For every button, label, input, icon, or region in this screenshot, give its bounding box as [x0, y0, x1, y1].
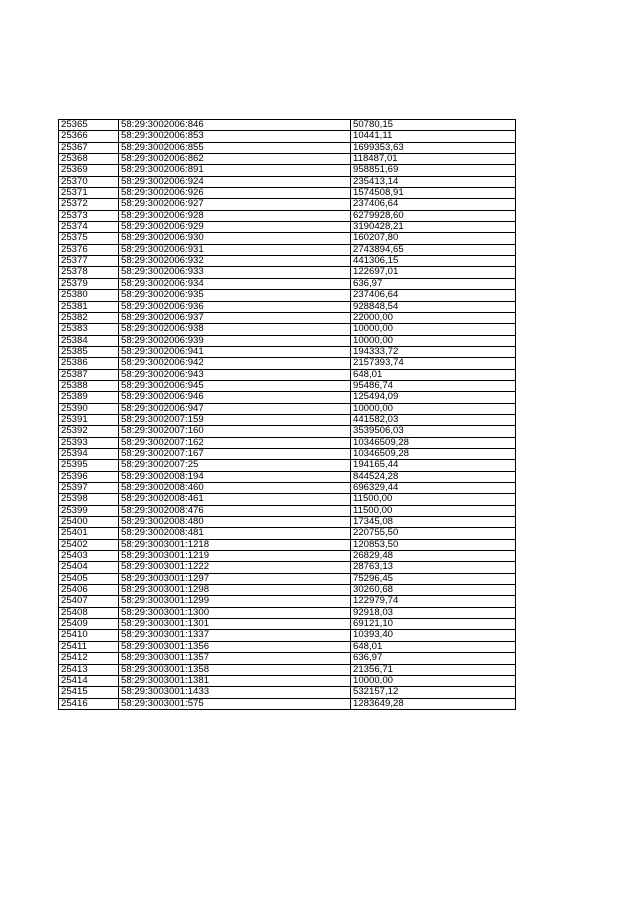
cadastral-number-cell: 58:29:3003001:1433 [119, 687, 351, 698]
cadastral-number-cell: 58:29:3002006:930 [119, 233, 351, 244]
value-cell: 636,97 [351, 653, 516, 664]
table-row [59, 244, 516, 255]
table-row [59, 267, 516, 278]
value-cell: 11500,00 [351, 505, 516, 516]
value-cell: 11500,00 [351, 494, 516, 505]
value-cell: 10441,11 [351, 131, 516, 142]
table-row [59, 596, 516, 607]
table-row [59, 324, 516, 335]
cadastral-number-cell: 58:29:3003001:1301 [119, 619, 351, 630]
table-row [59, 698, 516, 709]
row-number-cell: 25399 [59, 505, 119, 516]
cadastral-number-cell: 58:29:3002006:924 [119, 176, 351, 187]
row-number-cell: 25370 [59, 176, 119, 187]
cadastral-number-cell: 58:29:3003001:1300 [119, 607, 351, 618]
value-cell: 194165,44 [351, 460, 516, 471]
cadastral-number-cell: 58:29:3002008:460 [119, 483, 351, 494]
table-row [59, 346, 516, 357]
cadastral-number-cell: 58:29:3002006:853 [119, 131, 351, 142]
table-row [59, 460, 516, 471]
table-row [59, 290, 516, 301]
table-row [59, 188, 516, 199]
cadastral-number-cell: 58:29:3002008:461 [119, 494, 351, 505]
table-row [59, 664, 516, 675]
value-cell: 2157393,74 [351, 358, 516, 369]
value-cell: 1699353,63 [351, 142, 516, 153]
table-row [59, 505, 516, 516]
cadastral-value-table [58, 119, 516, 710]
cadastral-number-cell: 58:29:3002008:476 [119, 505, 351, 516]
cadastral-number-cell: 58:29:3002008:480 [119, 517, 351, 528]
value-cell: 95486,74 [351, 380, 516, 391]
row-number-cell: 25407 [59, 596, 119, 607]
value-cell: 1283649,28 [351, 698, 516, 709]
cadastral-number-cell: 58:29:3002006:931 [119, 244, 351, 255]
table-row [59, 210, 516, 221]
row-number-cell: 25405 [59, 573, 119, 584]
row-number-cell: 25383 [59, 324, 119, 335]
table-row [59, 641, 516, 652]
cadastral-number-cell: 58:29:3003001:1381 [119, 675, 351, 686]
cadastral-number-cell: 58:29:3002006:945 [119, 380, 351, 391]
cadastral-number-cell: 58:29:3003001:1219 [119, 551, 351, 562]
row-number-cell: 25401 [59, 528, 119, 539]
row-number-cell: 25398 [59, 494, 119, 505]
table-row [59, 131, 516, 142]
value-cell: 3539506,03 [351, 426, 516, 437]
value-cell: 648,01 [351, 369, 516, 380]
table-row [59, 471, 516, 482]
value-cell: 844524,28 [351, 471, 516, 482]
table-row [59, 414, 516, 425]
value-cell: 696329,44 [351, 483, 516, 494]
cadastral-number-cell: 58:29:3002006:891 [119, 165, 351, 176]
table-row [59, 142, 516, 153]
row-number-cell: 25374 [59, 222, 119, 233]
table-row [59, 165, 516, 176]
cadastral-number-cell: 58:29:3003001:1218 [119, 539, 351, 550]
row-number-cell: 25410 [59, 630, 119, 641]
cadastral-number-cell: 58:29:3003001:1297 [119, 573, 351, 584]
row-number-cell: 25378 [59, 267, 119, 278]
table-row [59, 607, 516, 618]
value-cell: 10346509,28 [351, 448, 516, 459]
row-number-cell: 25392 [59, 426, 119, 437]
row-number-cell: 25385 [59, 346, 119, 357]
table-row [59, 120, 516, 131]
row-number-cell: 25384 [59, 335, 119, 346]
cadastral-number-cell: 58:29:3002006:936 [119, 301, 351, 312]
row-number-cell: 25389 [59, 392, 119, 403]
cadastral-number-cell: 58:29:3003001:575 [119, 698, 351, 709]
table-row [59, 494, 516, 505]
table-row [59, 573, 516, 584]
row-number-cell: 25397 [59, 483, 119, 494]
cadastral-number-cell: 58:29:3003001:1337 [119, 630, 351, 641]
cadastral-number-cell: 58:29:3003001:1358 [119, 664, 351, 675]
value-cell: 220755,50 [351, 528, 516, 539]
table-row [59, 528, 516, 539]
value-cell: 122979,74 [351, 596, 516, 607]
cadastral-number-cell: 58:29:3003001:1298 [119, 585, 351, 596]
value-cell: 10000,00 [351, 324, 516, 335]
value-cell: 1574508,91 [351, 188, 516, 199]
value-cell: 69121,10 [351, 619, 516, 630]
row-number-cell: 25386 [59, 358, 119, 369]
value-cell: 10346509,28 [351, 437, 516, 448]
cadastral-number-cell: 58:29:3003001:1299 [119, 596, 351, 607]
value-cell: 118487,01 [351, 154, 516, 165]
cadastral-number-cell: 58:29:3002006:946 [119, 392, 351, 403]
value-cell: 30260,68 [351, 585, 516, 596]
value-cell: 10393,40 [351, 630, 516, 641]
table-row [59, 369, 516, 380]
table-row [59, 551, 516, 562]
row-number-cell: 25375 [59, 233, 119, 244]
value-cell: 22000,00 [351, 312, 516, 323]
cadastral-number-cell: 58:29:3002006:943 [119, 369, 351, 380]
row-number-cell: 25368 [59, 154, 119, 165]
value-cell: 122697,01 [351, 267, 516, 278]
cadastral-number-cell: 58:29:3002007:167 [119, 448, 351, 459]
row-number-cell: 25404 [59, 562, 119, 573]
table-row [59, 358, 516, 369]
cadastral-number-cell: 58:29:3002006:862 [119, 154, 351, 165]
table-row [59, 222, 516, 233]
value-cell: 648,01 [351, 641, 516, 652]
table-row [59, 562, 516, 573]
table-row [59, 301, 516, 312]
row-number-cell: 25402 [59, 539, 119, 550]
table-row [59, 517, 516, 528]
cadastral-number-cell: 58:29:3003001:1222 [119, 562, 351, 573]
table-row [59, 199, 516, 210]
cadastral-number-cell: 58:29:3002006:934 [119, 278, 351, 289]
row-number-cell: 25408 [59, 607, 119, 618]
value-cell: 441582,03 [351, 414, 516, 425]
cadastral-number-cell: 58:29:3002007:25 [119, 460, 351, 471]
row-number-cell: 25411 [59, 641, 119, 652]
cadastral-number-cell: 58:29:3002008:194 [119, 471, 351, 482]
row-number-cell: 25377 [59, 256, 119, 267]
cadastral-number-cell: 58:29:3003001:1356 [119, 641, 351, 652]
row-number-cell: 25406 [59, 585, 119, 596]
row-number-cell: 25395 [59, 460, 119, 471]
cadastral-number-cell: 58:29:3002006:927 [119, 199, 351, 210]
row-number-cell: 25369 [59, 165, 119, 176]
row-number-cell: 25409 [59, 619, 119, 630]
value-cell: 10000,00 [351, 675, 516, 686]
cadastral-number-cell: 58:29:3002006:928 [119, 210, 351, 221]
value-cell: 237406,64 [351, 199, 516, 210]
cadastral-number-cell: 58:29:3002006:938 [119, 324, 351, 335]
table-row [59, 233, 516, 244]
value-cell: 75296,45 [351, 573, 516, 584]
table-row [59, 403, 516, 414]
row-number-cell: 25366 [59, 131, 119, 142]
cadastral-number-cell: 58:29:3002007:159 [119, 414, 351, 425]
table-row [59, 675, 516, 686]
cadastral-number-cell: 58:29:3002006:947 [119, 403, 351, 414]
row-number-cell: 25382 [59, 312, 119, 323]
value-cell: 194333,72 [351, 346, 516, 357]
cadastral-number-cell: 58:29:3002007:162 [119, 437, 351, 448]
value-cell: 636,97 [351, 278, 516, 289]
value-cell: 120853,50 [351, 539, 516, 550]
row-number-cell: 25380 [59, 290, 119, 301]
row-number-cell: 25413 [59, 664, 119, 675]
value-cell: 928848,54 [351, 301, 516, 312]
table-row [59, 256, 516, 267]
cadastral-number-cell: 58:29:3002006:935 [119, 290, 351, 301]
row-number-cell: 25387 [59, 369, 119, 380]
table-row [59, 687, 516, 698]
row-number-cell: 25394 [59, 448, 119, 459]
value-cell: 26829,48 [351, 551, 516, 562]
cadastral-number-cell: 58:29:3002006:942 [119, 358, 351, 369]
value-cell: 17345,08 [351, 517, 516, 528]
row-number-cell: 25416 [59, 698, 119, 709]
row-number-cell: 25373 [59, 210, 119, 221]
value-cell: 235413,14 [351, 176, 516, 187]
row-number-cell: 25388 [59, 380, 119, 391]
value-cell: 10000,00 [351, 403, 516, 414]
row-number-cell: 25376 [59, 244, 119, 255]
cadastral-number-cell: 58:29:3002006:929 [119, 222, 351, 233]
value-cell: 92918,03 [351, 607, 516, 618]
cadastral-number-cell: 58:29:3002006:937 [119, 312, 351, 323]
value-cell: 441306,15 [351, 256, 516, 267]
table-body [59, 120, 516, 710]
row-number-cell: 25367 [59, 142, 119, 153]
table-row [59, 619, 516, 630]
row-number-cell: 25414 [59, 675, 119, 686]
value-cell: 3190428,21 [351, 222, 516, 233]
table-row [59, 380, 516, 391]
row-number-cell: 25379 [59, 278, 119, 289]
cadastral-number-cell: 58:29:3002006:933 [119, 267, 351, 278]
table-row [59, 448, 516, 459]
value-cell: 125494,09 [351, 392, 516, 403]
table-row [59, 585, 516, 596]
row-number-cell: 25372 [59, 199, 119, 210]
value-cell: 237406,64 [351, 290, 516, 301]
value-cell: 2743894,65 [351, 244, 516, 255]
row-number-cell: 25390 [59, 403, 119, 414]
table-row [59, 392, 516, 403]
row-number-cell: 25365 [59, 120, 119, 131]
row-number-cell: 25391 [59, 414, 119, 425]
cadastral-number-cell: 58:29:3002006:926 [119, 188, 351, 199]
table-row [59, 335, 516, 346]
cadastral-number-cell: 58:29:3002006:939 [119, 335, 351, 346]
table-row [59, 278, 516, 289]
value-cell: 21356,71 [351, 664, 516, 675]
table-row [59, 630, 516, 641]
row-number-cell: 25415 [59, 687, 119, 698]
cadastral-number-cell: 58:29:3002006:941 [119, 346, 351, 357]
cadastral-number-cell: 58:29:3002008:481 [119, 528, 351, 539]
cadastral-number-cell: 58:29:3002006:855 [119, 142, 351, 153]
value-cell: 532157,12 [351, 687, 516, 698]
value-cell: 160207,80 [351, 233, 516, 244]
table-row [59, 426, 516, 437]
value-cell: 958851,69 [351, 165, 516, 176]
row-number-cell: 25381 [59, 301, 119, 312]
cadastral-number-cell: 58:29:3002006:846 [119, 120, 351, 131]
value-cell: 6279928,60 [351, 210, 516, 221]
table-row [59, 312, 516, 323]
table-row [59, 539, 516, 550]
table-row [59, 176, 516, 187]
row-number-cell: 25400 [59, 517, 119, 528]
value-cell: 28763,13 [351, 562, 516, 573]
row-number-cell: 25403 [59, 551, 119, 562]
cadastral-number-cell: 58:29:3002006:932 [119, 256, 351, 267]
table-row [59, 154, 516, 165]
row-number-cell: 25412 [59, 653, 119, 664]
row-number-cell: 25396 [59, 471, 119, 482]
value-cell: 50780,15 [351, 120, 516, 131]
table-row [59, 653, 516, 664]
table-row [59, 437, 516, 448]
row-number-cell: 25371 [59, 188, 119, 199]
value-cell: 10000,00 [351, 335, 516, 346]
cadastral-number-cell: 58:29:3002007:160 [119, 426, 351, 437]
row-number-cell: 25393 [59, 437, 119, 448]
table-row [59, 483, 516, 494]
cadastral-number-cell: 58:29:3003001:1357 [119, 653, 351, 664]
